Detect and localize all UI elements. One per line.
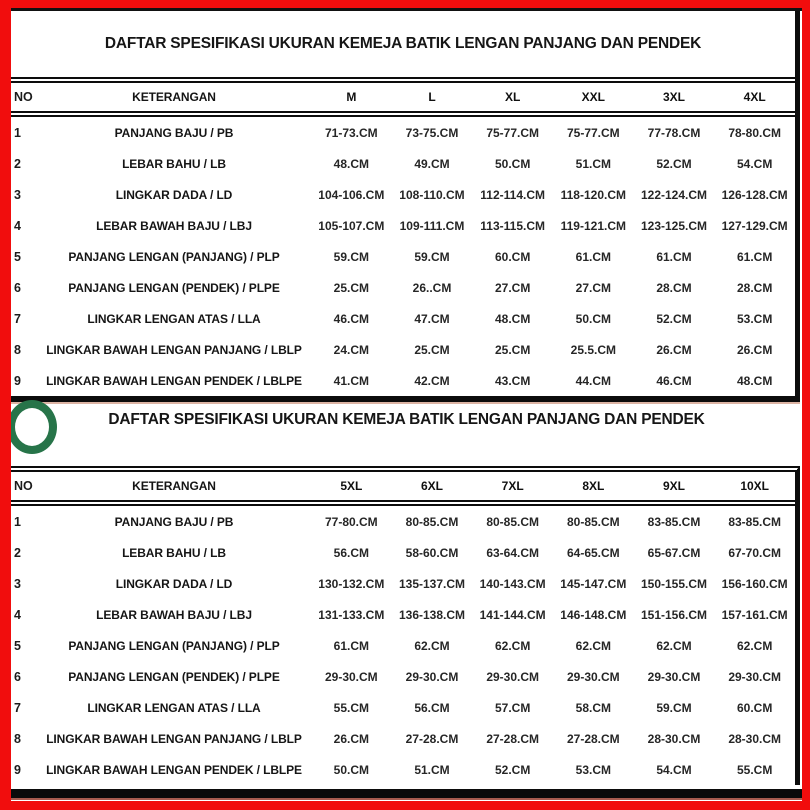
column-header-no: NO bbox=[14, 479, 33, 493]
size-value: 131-133.CM bbox=[318, 607, 385, 622]
row-number: 6 bbox=[14, 669, 21, 684]
size-value: 151-156.CM bbox=[640, 607, 708, 622]
row-label: LINGKAR LENGAN ATAS / LLA bbox=[87, 700, 261, 715]
size-value: 122-124.CM bbox=[640, 187, 708, 202]
table-row bbox=[11, 568, 795, 599]
column-header-5xl: 5XL bbox=[340, 479, 363, 493]
size-value: 25.CM bbox=[333, 280, 369, 295]
table-body-lower bbox=[11, 506, 795, 785]
size-value: 49.CM bbox=[414, 156, 450, 171]
size-value: 51.CM bbox=[414, 762, 450, 777]
size-value: 62.CM bbox=[736, 638, 773, 653]
row-number: 8 bbox=[14, 731, 21, 746]
size-value: 48.CM bbox=[333, 156, 369, 171]
size-value: 47.CM bbox=[414, 311, 450, 326]
size-value: 24.CM bbox=[333, 342, 369, 357]
row-label: PANJANG LENGAN (PENDEK) / PLPE bbox=[68, 669, 280, 684]
size-value: 27-28.CM bbox=[486, 731, 539, 746]
table-row bbox=[11, 210, 795, 241]
size-value: 26..CM bbox=[412, 280, 452, 295]
size-value: 51.CM bbox=[575, 156, 611, 171]
row-number: 7 bbox=[14, 700, 21, 715]
page-title: DAFTAR SPESIFIKASI UKURAN KEMEJA BATIK LENGAN PANJANG DAN PENDEK bbox=[104, 35, 702, 52]
size-value: 48.CM bbox=[494, 311, 531, 326]
size-value: 62.CM bbox=[414, 638, 450, 653]
row-label: LINGKAR BAWAH LENGAN PANJANG / LBLP bbox=[46, 342, 302, 357]
table-row bbox=[11, 148, 795, 179]
bottom-black-bar bbox=[11, 789, 802, 798]
size-value: 136-138.CM bbox=[398, 607, 466, 622]
table-row bbox=[11, 179, 795, 210]
size-table-lower bbox=[11, 466, 800, 785]
size-value: 52.CM bbox=[656, 156, 692, 171]
size-value: 59.CM bbox=[656, 700, 692, 715]
size-value: 26.CM bbox=[333, 731, 369, 746]
size-value: 50.CM bbox=[494, 156, 531, 171]
table-row bbox=[11, 117, 795, 148]
size-value: 113-115.CM bbox=[480, 218, 546, 233]
row-label: LINGKAR DADA / LD bbox=[115, 576, 233, 591]
size-value: 27.CM bbox=[494, 280, 531, 295]
row-label: LEBAR BAHU / LB bbox=[122, 156, 226, 171]
row-label: LEBAR BAWAH BAJU / LBJ bbox=[96, 218, 252, 233]
row-label: LEBAR BAWAH BAJU / LBJ bbox=[96, 607, 252, 622]
row-label: PANJANG LENGAN (PANJANG) / PLP bbox=[68, 638, 280, 653]
column-header-7xl: 7XL bbox=[501, 479, 524, 493]
column-header-9xl: 9XL bbox=[662, 479, 685, 493]
table-row bbox=[11, 241, 795, 272]
size-value: 140-143.CM bbox=[479, 576, 546, 591]
size-value: 25.CM bbox=[494, 342, 531, 357]
size-value: 29-30.CM bbox=[566, 669, 620, 684]
size-value: 55.CM bbox=[736, 762, 773, 777]
size-value: 29-30.CM bbox=[324, 669, 378, 684]
column-header-m: M bbox=[346, 90, 357, 104]
size-value: 28.CM bbox=[736, 280, 773, 295]
size-value: 64-65.CM bbox=[566, 545, 620, 560]
row-number: 5 bbox=[14, 638, 21, 653]
size-value: 53.CM bbox=[736, 311, 773, 326]
size-value: 50.CM bbox=[333, 762, 369, 777]
size-value: 141-144.CM bbox=[479, 607, 546, 622]
table-row bbox=[11, 661, 795, 692]
row-label: PANJANG BAJU / PB bbox=[114, 514, 234, 529]
row-label: LINGKAR LENGAN ATAS / LLA bbox=[87, 311, 261, 326]
row-label: LINGKAR BAWAH LENGAN PENDEK / LBLPE bbox=[46, 762, 302, 777]
column-header-keterangan: KETERANGAN bbox=[132, 479, 216, 493]
page-title-lower: DAFTAR SPESIFIKASI UKURAN KEMEJA BATIK LENGAN PANJANG DAN PENDEK bbox=[108, 411, 705, 428]
table-row bbox=[11, 537, 795, 568]
size-value: 25.CM bbox=[414, 342, 450, 357]
size-value: 52.CM bbox=[494, 762, 531, 777]
size-value: 61.CM bbox=[333, 638, 369, 653]
column-header-no: NO bbox=[14, 90, 33, 104]
size-value: 28-30.CM bbox=[728, 731, 781, 746]
row-number: 4 bbox=[14, 218, 21, 233]
size-value: 61.CM bbox=[575, 249, 611, 264]
row-number: 6 bbox=[14, 280, 21, 295]
size-value: 67-70.CM bbox=[728, 545, 781, 560]
row-number: 9 bbox=[14, 762, 21, 777]
lower-title-section bbox=[11, 404, 802, 466]
size-value: 27.CM bbox=[575, 280, 611, 295]
column-header-8xl: 8XL bbox=[582, 479, 605, 493]
size-value: 26.CM bbox=[736, 342, 773, 357]
size-value: 43.CM bbox=[494, 373, 531, 388]
table-row bbox=[11, 723, 795, 754]
size-value: 109-111.CM bbox=[399, 218, 465, 233]
size-value: 56.CM bbox=[333, 545, 369, 560]
row-label: PANJANG LENGAN (PENDEK) / PLPE bbox=[68, 280, 280, 295]
size-value: 118-120.CM bbox=[560, 187, 626, 202]
row-number: 2 bbox=[14, 156, 21, 171]
size-value: 53.CM bbox=[575, 762, 611, 777]
table-row bbox=[11, 754, 795, 785]
row-label: LINGKAR BAWAH LENGAN PANJANG / LBLP bbox=[46, 731, 302, 746]
size-value: 150-155.CM bbox=[640, 576, 708, 591]
size-value: 50.CM bbox=[575, 311, 611, 326]
row-number: 9 bbox=[14, 373, 21, 388]
size-value: 58-60.CM bbox=[405, 545, 459, 560]
size-value: 65-67.CM bbox=[647, 545, 701, 560]
size-value: 59.CM bbox=[414, 249, 450, 264]
table-body-upper bbox=[11, 117, 795, 396]
row-label: PANJANG BAJU / PB bbox=[114, 125, 234, 140]
size-value: 130-132.CM bbox=[318, 576, 385, 591]
size-value: 61.CM bbox=[736, 249, 773, 264]
size-value: 157-161.CM bbox=[721, 607, 788, 622]
size-value: 29-30.CM bbox=[486, 669, 539, 684]
column-header-l: L bbox=[428, 90, 436, 104]
size-value: 112-114.CM bbox=[480, 187, 546, 202]
size-value: 83-85.CM bbox=[647, 514, 701, 529]
size-value: 28.CM bbox=[656, 280, 692, 295]
column-header-10xl: 10XL bbox=[740, 479, 769, 493]
size-value: 62.CM bbox=[575, 638, 611, 653]
row-label: PANJANG LENGAN (PANJANG) / PLP bbox=[68, 249, 280, 264]
row-number: 7 bbox=[14, 311, 21, 326]
size-value: 62.CM bbox=[656, 638, 692, 653]
row-number: 1 bbox=[14, 125, 21, 140]
size-value: 119-121.CM bbox=[560, 218, 626, 233]
size-value: 46.CM bbox=[333, 311, 369, 326]
size-value: 71-73.CM bbox=[324, 125, 378, 140]
size-value: 27-28.CM bbox=[405, 731, 459, 746]
column-header-6xl: 6XL bbox=[420, 479, 443, 493]
size-value: 105-107.CM bbox=[318, 218, 385, 233]
size-value: 52.CM bbox=[656, 311, 692, 326]
size-value: 48.CM bbox=[736, 373, 773, 388]
size-value: 41.CM bbox=[333, 373, 369, 388]
size-value: 73-75.CM bbox=[405, 125, 459, 140]
size-value: 60.CM bbox=[494, 249, 531, 264]
size-value: 56.CM bbox=[414, 700, 450, 715]
size-value: 29-30.CM bbox=[728, 669, 781, 684]
size-value: 63-64.CM bbox=[486, 545, 539, 560]
column-header-3xl: 3XL bbox=[662, 90, 685, 104]
size-value: 59.CM bbox=[333, 249, 369, 264]
size-value: 145-147.CM bbox=[560, 576, 627, 591]
size-value: 44.CM bbox=[575, 373, 611, 388]
size-value: 127-129.CM bbox=[721, 218, 788, 233]
size-value: 55.CM bbox=[333, 700, 369, 715]
size-value: 135-137.CM bbox=[398, 576, 466, 591]
table-row bbox=[11, 272, 795, 303]
size-value: 123-125.CM bbox=[640, 218, 708, 233]
green-ring-badge bbox=[11, 400, 57, 454]
size-value: 80-85.CM bbox=[486, 514, 539, 529]
size-value: 58.CM bbox=[575, 700, 611, 715]
size-value: 104-106.CM bbox=[318, 187, 385, 202]
size-value: 80-85.CM bbox=[405, 514, 459, 529]
size-value: 60.CM bbox=[736, 700, 773, 715]
size-value: 61.CM bbox=[656, 249, 692, 264]
row-number: 5 bbox=[14, 249, 21, 264]
row-label: LINGKAR BAWAH LENGAN PENDEK / LBLPE bbox=[46, 373, 302, 388]
size-value: 26.CM bbox=[656, 342, 692, 357]
size-value: 80-85.CM bbox=[566, 514, 620, 529]
size-value: 77-80.CM bbox=[324, 514, 378, 529]
size-value: 75-77.CM bbox=[486, 125, 539, 140]
row-number: 4 bbox=[14, 607, 21, 622]
size-value: 126-128.CM bbox=[721, 187, 788, 202]
size-value: 29-30.CM bbox=[405, 669, 459, 684]
column-header-4xl: 4XL bbox=[743, 90, 766, 104]
row-number: 3 bbox=[14, 576, 21, 591]
table-row bbox=[11, 506, 795, 537]
size-value: 54.CM bbox=[656, 762, 692, 777]
size-value: 83-85.CM bbox=[728, 514, 781, 529]
size-value: 28-30.CM bbox=[647, 731, 701, 746]
size-value: 62.CM bbox=[494, 638, 531, 653]
size-value: 75-77.CM bbox=[566, 125, 620, 140]
row-label: LEBAR BAHU / LB bbox=[122, 545, 226, 560]
row-number: 8 bbox=[14, 342, 21, 357]
size-value: 29-30.CM bbox=[647, 669, 701, 684]
table-header-lower bbox=[11, 472, 795, 506]
table-row bbox=[11, 630, 795, 661]
row-number: 3 bbox=[14, 187, 21, 202]
table-row bbox=[11, 599, 795, 630]
size-value: 77-78.CM bbox=[647, 125, 701, 140]
size-value: 25.5.CM bbox=[570, 342, 616, 357]
size-value: 46.CM bbox=[656, 373, 692, 388]
size-value: 57.CM bbox=[494, 700, 531, 715]
table-header-upper bbox=[11, 83, 795, 117]
column-header-keterangan: KETERANGAN bbox=[132, 90, 216, 104]
row-number: 1 bbox=[14, 514, 21, 529]
row-number: 2 bbox=[14, 545, 21, 560]
table-row bbox=[11, 365, 795, 396]
size-value: 27-28.CM bbox=[566, 731, 620, 746]
size-value: 54.CM bbox=[736, 156, 773, 171]
size-value: 146-148.CM bbox=[560, 607, 627, 622]
bottom-accent-line bbox=[11, 798, 802, 800]
table-row bbox=[11, 692, 795, 723]
size-value: 78-80.CM bbox=[728, 125, 781, 140]
table-row bbox=[11, 303, 795, 334]
column-header-xxl: XXL bbox=[581, 90, 605, 104]
size-value: 108-110.CM bbox=[399, 187, 465, 202]
size-table-upper bbox=[11, 11, 800, 402]
upper-title-box bbox=[11, 11, 795, 83]
table-row bbox=[11, 334, 795, 365]
size-value: 156-160.CM bbox=[721, 576, 788, 591]
row-label: LINGKAR DADA / LD bbox=[115, 187, 233, 202]
column-header-xl: XL bbox=[504, 90, 521, 104]
size-value: 42.CM bbox=[414, 373, 450, 388]
content-area bbox=[11, 8, 802, 801]
